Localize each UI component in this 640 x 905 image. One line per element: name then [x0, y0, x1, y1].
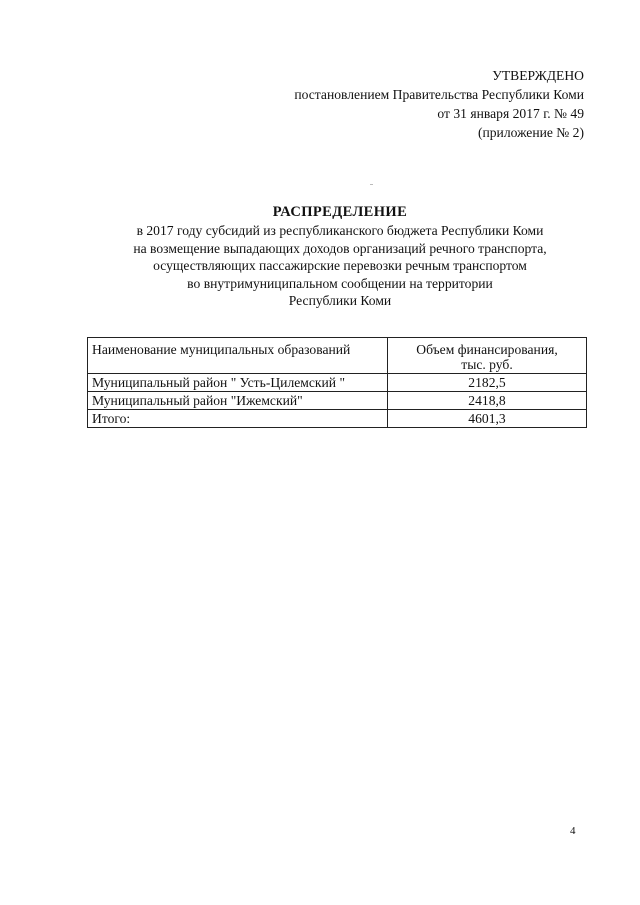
document-title: РАСПРЕДЕЛЕНИЕ	[272, 204, 408, 220]
document-heading	[80, 203, 600, 310]
funding-amount: 2418,8	[388, 392, 587, 410]
total-amount: 4601,3	[388, 410, 587, 428]
approval-stamp	[294, 66, 584, 142]
column-header-amount	[388, 338, 587, 374]
approval-date-number: от 31 января 2017 г. № 49	[437, 106, 584, 121]
distribution-table	[87, 337, 587, 428]
heading-line: в 2017 году субсидий из республиканского бюджета Республики Коми	[136, 223, 544, 238]
column-header-amount-line2: тыс. руб.	[461, 357, 513, 372]
scan-speck	[370, 184, 373, 185]
heading-line: осуществляющих пассажирские перевозки речным транспортом	[153, 258, 527, 273]
approval-appendix: (приложение № 2)	[477, 125, 584, 140]
heading-line: Республики Коми	[288, 293, 392, 308]
page-number: 4	[570, 825, 576, 837]
table-header-row	[88, 338, 587, 374]
approval-title: УТВЕРЖДЕНО	[492, 68, 584, 83]
funding-amount: 2182,5	[388, 374, 587, 392]
total-label: Итого:	[88, 410, 388, 428]
table-row	[88, 374, 587, 392]
municipality-name: Муниципальный район " Усть-Цилемский "	[88, 374, 388, 392]
heading-line: на возмещение выпадающих доходов организаций речного транспорта,	[133, 240, 547, 256]
column-header-amount-line1: Объем финансирования,	[416, 342, 558, 357]
table-total-row	[88, 410, 587, 428]
table-row	[88, 392, 587, 410]
column-header-name: Наименование муниципальных образований	[88, 338, 388, 374]
approval-authority: постановлением Правительства Республики Коми	[294, 87, 584, 102]
heading-line: во внутримуниципальном сообщении на территории	[187, 275, 493, 291]
municipality-name: Муниципальный район "Ижемский"	[88, 392, 388, 410]
